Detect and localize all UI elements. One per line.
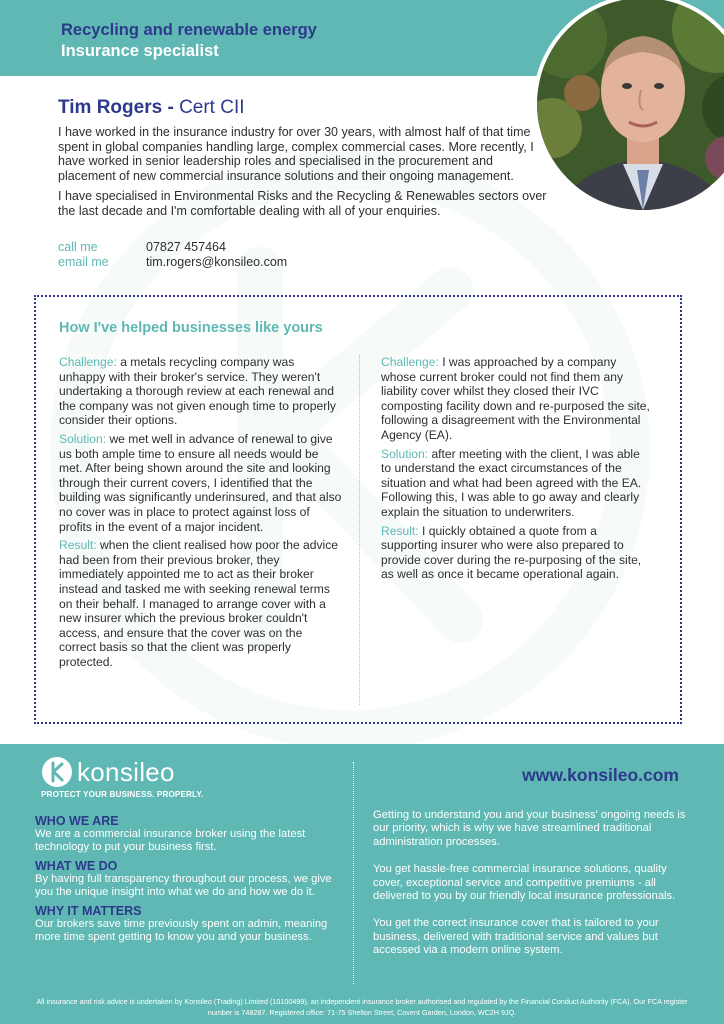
footer-benefits [373, 809, 698, 972]
bio-paragraph-2: I have specialised in Environmental Risks and the Recycling & Renewables sectors over the last decade and I'm comfortable dealing with all of your enquiries. [58, 189, 547, 218]
call-label: call me [58, 240, 98, 254]
right-challenge [381, 355, 653, 443]
bio-paragraph-1: I have worked in the insurance industry for over 30 years, with almost half of that time spent in global companies handling large, complex commercial cases. More recently, I have worked in senior leadership roles and specialised in the procurement and placement of new commercial insurance solutions and their ongoing management. [58, 125, 534, 183]
right-solution [381, 447, 653, 520]
header-title [61, 20, 317, 62]
section-body-who: We are a commercial insurance broker using the latest technology to put your business first. [35, 828, 306, 854]
section-body-why: Our brokers save time previously spent on admin, meaning more time spent getting to know you and your business. [35, 917, 328, 944]
right-result-text: I quickly obtained a quote from a supporting insurer who were also prepared to provide cover during the re-purposing of the site, as well as once it became operational again. [381, 523, 642, 582]
phone-number[interactable]: 07827 457464 [146, 240, 226, 254]
left-solution-label: Solution: [59, 431, 107, 446]
contact-email-row [58, 255, 287, 270]
legal-disclaimer: All insurance and risk advice is undertaken by Konsileo (Trading) Limited (10100499), an independent insurance broker authorised and regulated by the Financial Conduct Authority (FCA). Our FCA register number is 748287. Registered office: 71-75 Shelton Street, Covent Garden, London, WC2H 9JQ. [36, 997, 688, 1017]
benefit-paragraph-2: You get hassle-free commercial insurance solutions, quality cover, exceptional service and competitive premiums - all delivered to you by our friendly local insurance professionals. [373, 863, 676, 903]
left-result-text: when the client realised how poor the advice had been from their previous broker, they immediately appointed me to act as their broker instead and tasked me with seeking renewal terms on their behalf. I managed to arrange cover with a new insurer which the previous broker couldn't access, and ensure that the cover was on the correct basis so that the client was properly protected. [59, 538, 338, 669]
section-heading-who: WHO WE ARE [35, 814, 119, 828]
right-solution-label: Solution: [381, 446, 429, 461]
left-challenge-text: a metals recycling company was unhappy with their broker's service. They weren't undertaking a thorough review at each renewal and the company was not given enough time to properly consider their options. [59, 355, 336, 428]
case-studies-box [34, 295, 682, 724]
footer [0, 744, 724, 1024]
right-result [381, 524, 653, 582]
left-challenge-label: Challenge: [59, 355, 117, 369]
case-study-right [381, 355, 653, 586]
left-solution [59, 432, 342, 534]
header-title-line1: Recycling and renewable energy [61, 21, 317, 39]
section-heading-why: WHY IT MATTERS [35, 903, 142, 918]
brand-tagline: PROTECT YOUR BUSINESS. PROPERLY. [41, 790, 204, 799]
profile-name [58, 96, 245, 120]
header-title-line2: Insurance specialist [61, 42, 219, 60]
konsileo-logo-icon [41, 756, 73, 788]
case-studies-divider [359, 355, 360, 705]
left-challenge [59, 355, 342, 428]
left-result-label: Result: [59, 538, 97, 553]
right-result-label: Result: [381, 523, 419, 538]
email-address[interactable]: tim.rogers@konsileo.com [146, 255, 288, 269]
contact-block [58, 240, 287, 270]
website-link[interactable]: www.konsileo.com [522, 765, 679, 785]
section-heading-what: WHAT WE DO [35, 858, 118, 873]
left-result [59, 538, 342, 669]
profile-bio [58, 125, 552, 225]
benefit-paragraph-3: You get the correct insurance cover that is tailored to your business, delivered with traditional service and values but accessed via a modern online system. [373, 917, 659, 957]
section-body-what: By having full transparency throughout our process, we give you the unique insight into what we do and how we do it. [35, 872, 332, 899]
case-study-left [59, 355, 342, 673]
brand-name: konsileo [77, 756, 175, 787]
contact-phone-row [58, 240, 287, 255]
konsileo-logo[interactable] [41, 756, 175, 788]
left-solution-text: we met well in advance of renewal to give us both ample time to ensure all needs would be met. After being shown around the site and looking through their current covers, I identified that the building was significantly underinsured, and that also no cover was in place to protect against loss of profits in the event of a major incident. [59, 431, 342, 534]
footer-about-sections [35, 814, 340, 948]
case-studies-title: How I've helped businesses like yours [59, 320, 323, 336]
email-label: email me [58, 255, 109, 269]
benefit-paragraph-1: Getting to understand you and your business' ongoing needs is our priority, which is why we have streamlined traditional administration processes. [373, 809, 686, 848]
right-challenge-label: Challenge: [381, 355, 439, 369]
right-challenge-text: I was approached by a company whose current broker could not find them any liability cover whilst they closed their IVC composting facility down and re-purposed the site, following a disagreement with the Environmental Agency (EA). [381, 355, 650, 442]
right-solution-text: after meeting with the client, I was able to understand the exact circumstances of the situation and what had been agreed with the EA. Following this, I was able to go away and clearly explain the situation to underwriters. [381, 446, 642, 519]
profile-name-text: Tim Rogers - [58, 97, 180, 118]
footer-divider [353, 762, 354, 984]
portrait-photo [537, 0, 724, 210]
profile-credential: Cert CII [179, 97, 245, 118]
